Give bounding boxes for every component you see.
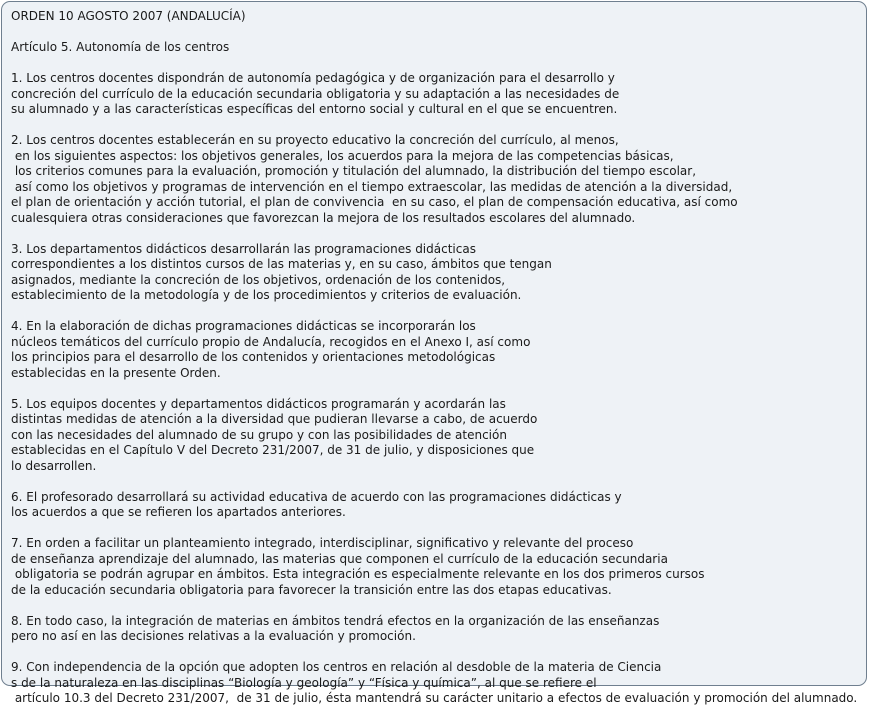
paragraph-line: correspondientes a los distintos cursos de las materias y, en su caso, ámbitos que tengan (11, 257, 552, 271)
paragraph-line: establecidas en la presente Orden. (11, 365, 221, 380)
spacer (11, 521, 866, 537)
paragraph-line: 9. Con independencia de la opción que adopten los centros en relación al desdoble de la materia de Ciencia (11, 660, 662, 674)
paragraph-line: establecimiento de la metodología y de los procedimientos y criterios de evaluación. (11, 288, 522, 302)
spacer (11, 381, 866, 397)
paragraph-line: establecidas en el Capítulo V del Decreto 231/2007, de 31 de julio, y disposiciones que (11, 443, 535, 457)
spacer (11, 645, 866, 661)
spacer (11, 56, 866, 72)
spacer (11, 118, 866, 134)
paragraph-line: pero no así en las decisiones relativas a la evaluación y promoción. (11, 629, 416, 643)
paragraph-line: los criterios comunes para la evaluación, promoción y titulación del alumnado, la distribución del tiempo escolar, (11, 164, 697, 178)
paragraph-line: 2. Los centros docentes establecerán en su proyecto educativo la concreción del currículo, al menos, (11, 133, 619, 147)
spacer (11, 474, 866, 490)
paragraph-line: concreción del currículo de la educación secundaria obligatoria y su adaptación a las necesidades de (11, 86, 620, 101)
paragraph-line: 3. Los departamentos didácticos desarrollarán las programaciones didácticas (11, 241, 476, 256)
document-panel (1, 1, 867, 705)
paragraph-2 (11, 133, 866, 226)
paragraph-line: obligatoria se podrán agrupar en ámbitos. Esta integración es especialmente relevante en los dos primeros cursos (11, 567, 705, 581)
paragraph-line: s de la naturaleza en las disciplinas “Biología y geología” y “Física y química”, al que se refiere el (11, 675, 597, 690)
paragraph-line: asignados, mediante la concreción de los objetivos, ordenación de los contenidos, (11, 272, 506, 287)
paragraph-7 (11, 536, 866, 598)
paragraph-line: 8. En todo caso, la integración de materias en ámbitos tendrá efectos en la organización de las enseñanzas (11, 613, 660, 628)
paragraph-line: así como los objetivos y programas de intervención en el tiempo extraescolar, las medidas de atención a la diversidad, (11, 179, 733, 194)
spacer (11, 226, 866, 242)
paragraph-line: los principios para el desarrollo de los contenidos y orientaciones metodológicas (11, 350, 496, 364)
article-heading: Artículo 5. Autonomía de los centros (11, 40, 230, 54)
paragraph-line: de enseñanza aprendizaje del alumnado, las materias que componen el currículo de la educación secundaria (11, 551, 668, 566)
paragraph-line: el plan de orientación y acción tutorial, el plan de convivencia en su caso, el plan de compensación educativa, así como (11, 195, 738, 209)
paragraph-1 (11, 71, 866, 118)
paragraph-line: 6. El profesorado desarrollará su actividad educativa de acuerdo con las programaciones didácticas y (11, 489, 622, 504)
paragraph-line: lo desarrollen. (11, 458, 97, 473)
paragraph-line: distintas medidas de atención a la diversidad que pudieran llevarse a cabo, de acuerdo (11, 412, 538, 426)
paragraph-line: 1. Los centros docentes dispondrán de autonomía pedagógica y de organización para el desarrollo y (11, 71, 615, 85)
paragraph-line: cualesquiera otras consideraciones que favorezcan la mejora de los resultados escolares del alumnado. (11, 210, 636, 225)
paragraph-line: artículo 10.3 del Decreto 231/2007, de 31 de julio, ésta mantendrá su carácter unitario a efectos de evaluación y promoción del alumnado. (11, 691, 858, 705)
paragraph-line: en los siguientes aspectos: los objetivos generales, los acuerdos para la mejora de las competencias básicas, (11, 148, 674, 163)
paragraph-line: los acuerdos a que se refieren los apartados anteriores. (11, 505, 346, 519)
paragraph-line: 7. En orden a facilitar un planteamiento integrado, interdisciplinar, significativo y relevante del proceso (11, 536, 634, 550)
paragraph-line: de la educación secundaria obligatoria para favorecer la transición entre las dos etapas educativas. (11, 582, 612, 597)
paragraph-line: 5. Los equipos docentes y departamentos didácticos programarán y acordarán las (11, 396, 506, 411)
spacer (11, 304, 866, 320)
paragraph-line: núcleos temáticos del currículo propio de Andalucía, recogidos en el Anexo I, así como (11, 334, 531, 349)
spacer (11, 25, 866, 41)
paragraph-line: 4. En la elaboración de dichas programaciones didácticas se incorporarán los (11, 319, 476, 333)
paragraph-8 (11, 614, 866, 645)
paragraph-4 (11, 319, 866, 381)
document-title: ORDEN 10 AGOSTO 2007 (ANDALUCÍA) (11, 9, 246, 23)
paragraph-5 (11, 397, 866, 475)
paragraph-3 (11, 242, 866, 304)
spacer (11, 598, 866, 614)
paragraph-line: con las necesidades del alumnado de su grupo y con las posibilidades de atención (11, 427, 507, 442)
paragraph-9 (11, 660, 866, 707)
paragraph-6 (11, 490, 866, 521)
paragraph-line: su alumnado y a las características específicas del entorno social y cultural en el que se encuentren. (11, 102, 618, 116)
article-body (11, 71, 866, 707)
